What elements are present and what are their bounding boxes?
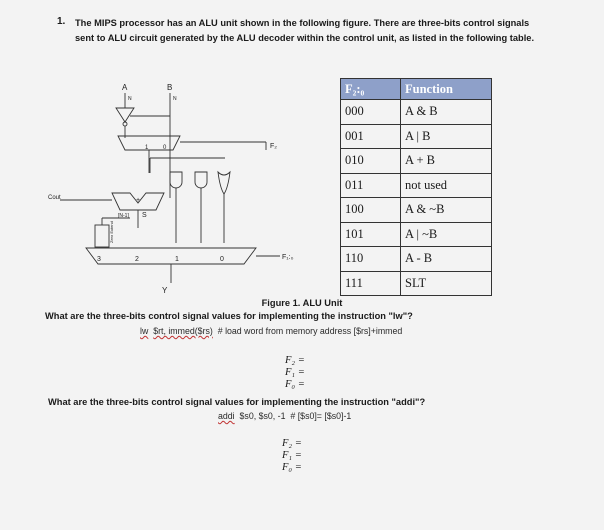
mux-input-1: 1: [145, 145, 149, 151]
addi-instr-op: addi: [218, 411, 235, 421]
question-number: 1.: [57, 16, 66, 27]
table-row: [341, 173, 492, 198]
table-header-row: [341, 79, 492, 100]
table-cell-control: 111: [341, 271, 401, 296]
table-row: [341, 100, 492, 125]
n-1-label: [N-1]: [118, 213, 129, 219]
n-bus-label-b: N: [173, 96, 177, 102]
table-cell-function: SLT: [401, 271, 492, 296]
table-cell-control: 011: [341, 173, 401, 198]
lw-instr-op: lw: [140, 326, 149, 336]
question-addi-text: What are the three-bits control signal values for implementing the instruction "addi"?: [48, 397, 426, 407]
lw-f2-line: F₂ =: [285, 355, 305, 366]
f10-control-label: F₁:₀: [282, 254, 294, 261]
table-row: [341, 198, 492, 223]
question-text: The MIPS processor has an ALU unit shown in the following figure. There are three-bits control signals sent to ALU circuit generated by the ALU decoder within the control unit, as listed in the following table.: [75, 18, 535, 43]
table-cell-function: A & ~B: [401, 198, 492, 223]
n-bus-label-a: N: [128, 96, 132, 102]
addi-f2-line: F₂ =: [282, 438, 302, 449]
lw-instr-args: $rt, immed($rs): [153, 326, 213, 336]
table-row: [341, 271, 492, 296]
mux-output-1: 1: [175, 256, 179, 263]
lw-f0-line: F₀ =: [285, 379, 305, 390]
mux-output-2: 2: [135, 256, 139, 263]
mux-input-0: 0: [163, 145, 167, 151]
addi-f0-line: F₀ =: [282, 462, 302, 473]
table-cell-control: 001: [341, 124, 401, 149]
table-row: [341, 124, 492, 149]
table-cell-function: A + B: [401, 149, 492, 174]
cout-label: Cout: [48, 195, 61, 201]
table-cell-function: not used: [401, 173, 492, 198]
table-cell-function: A & B: [401, 100, 492, 125]
mux-output-0: 0: [220, 256, 224, 263]
table-cell-function: A | ~B: [401, 222, 492, 247]
table-cell-control: 010: [341, 149, 401, 174]
input-b-label: B: [167, 83, 173, 92]
table-cell-control: 100: [341, 198, 401, 223]
lw-instruction: [140, 326, 402, 336]
table-cell-function: A - B: [401, 247, 492, 272]
table-cell-control: 000: [341, 100, 401, 125]
table-cell-control: 101: [341, 222, 401, 247]
mux-output-3: 3: [97, 256, 101, 263]
lw-f1-line: F₁ =: [285, 367, 305, 378]
question-lw-text: What are the three-bits control signal values for implementing the instruction "lw"?: [45, 311, 413, 321]
sum-label: S: [142, 212, 147, 219]
addi-instr-comment: # [$s0]= [$s0]-1: [290, 411, 352, 421]
output-y-label: Y: [162, 286, 168, 295]
input-a-label: A: [122, 83, 128, 92]
addi-instruction: [218, 411, 351, 421]
addi-instr-args: $s0, $s0, -1: [239, 411, 286, 421]
alu-diagram: [30, 78, 320, 303]
table-cell-control: 110: [341, 247, 401, 272]
figure-caption: Figure 1. ALU Unit: [261, 298, 343, 308]
addi-f1-line: F₁ =: [282, 450, 302, 461]
table-row: [341, 149, 492, 174]
zero-extend-label: Zero Extend: [109, 221, 114, 243]
alu-function-table: [340, 78, 492, 296]
table-header-function: Function: [401, 79, 492, 100]
table-row: [341, 247, 492, 272]
table-row: [341, 222, 492, 247]
table-header-control: F₂:₀: [341, 79, 401, 100]
adder-label: +: [136, 197, 141, 204]
table-cell-function: A | B: [401, 124, 492, 149]
f2-control-label: F₂: [270, 143, 277, 150]
lw-instr-comment: # load word from memory address [$rs]+immed: [217, 326, 403, 336]
